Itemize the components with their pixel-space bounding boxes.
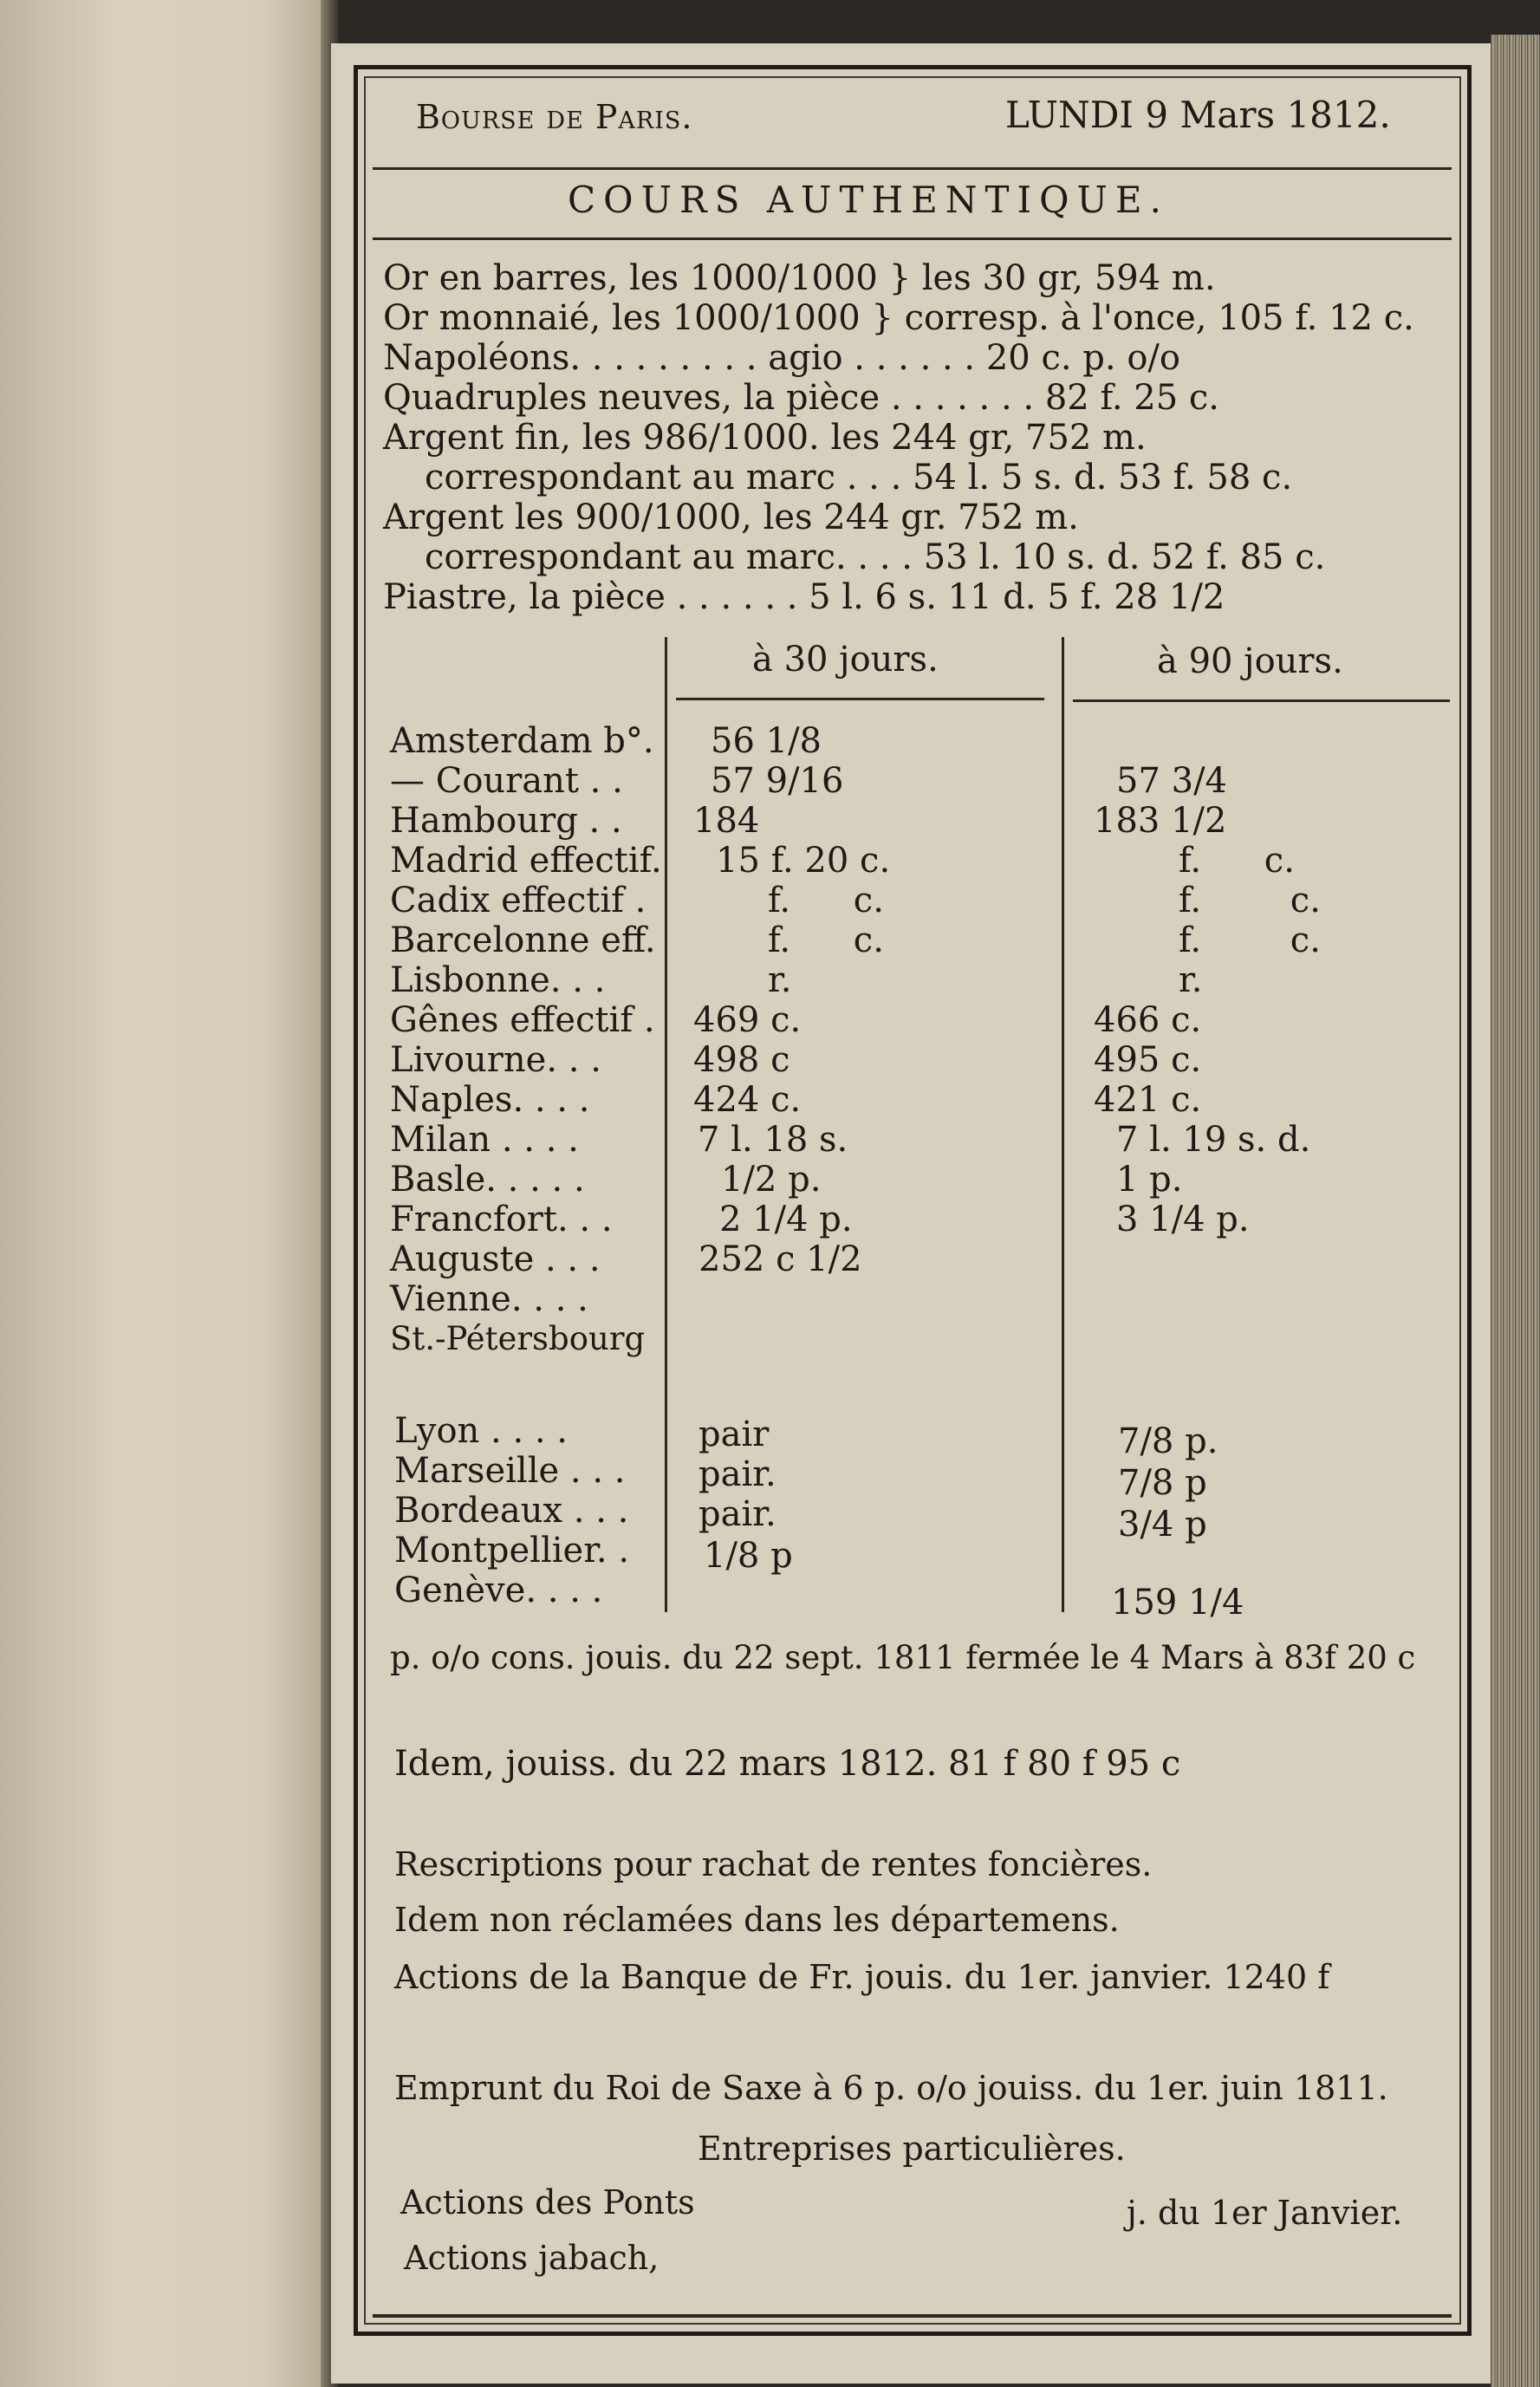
- header-left: Bourse de Paris.: [416, 98, 693, 136]
- metal-line: Piastre, la pièce . . . . . . 5 l. 6 s. 11 d. 5 f. 28 1/2: [383, 577, 1225, 617]
- ponts-jouissance: j. du 1er Janvier.: [1127, 2194, 1403, 2232]
- metal-line: Quadruples neuves, la pièce . . . . . . . 82 f. 25 c.: [383, 378, 1219, 418]
- rate-30: 1/2 p.: [721, 1160, 822, 1200]
- rate-30: f. c.: [768, 920, 884, 960]
- metal-line: correspondant au marc. . . . 53 l. 10 s. d. 52 f. 85 c.: [425, 537, 1326, 577]
- rate-30: 184: [693, 801, 760, 841]
- rate-90: 466 c.: [1094, 1000, 1202, 1040]
- place-name: Hambourg . .: [390, 801, 622, 841]
- place-name: Lisbonne. . .: [390, 960, 606, 1000]
- place-name: Amsterdam b°.: [390, 721, 654, 761]
- rate-30: 7 l. 18 s.: [698, 1120, 848, 1160]
- metal-line: Or en barres, les 1000/1000 } les 30 gr, 594 m.: [383, 258, 1216, 298]
- rentes-consolidees: p. o/o cons. jouis. du 22 sept. 1811 fermée le 4 Mars à 83f 20 c: [390, 1639, 1416, 1676]
- place-name: Francfort. . .: [390, 1200, 613, 1239]
- rate-90: 495 c.: [1094, 1040, 1202, 1080]
- rate-30: f. c.: [768, 881, 884, 920]
- rate-90: r.: [1179, 960, 1203, 1000]
- rate-30: 15 f. 20 c.: [716, 841, 891, 881]
- column-divider-90: [1062, 637, 1064, 1612]
- entreprises-title: Entreprises particulières.: [698, 2130, 1126, 2168]
- column-divider-30: [665, 637, 667, 1612]
- col-header-30: à 30 jours.: [752, 640, 939, 680]
- col-header-90: à 90 jours.: [1157, 641, 1343, 681]
- page-edges: [1491, 35, 1540, 2387]
- facing-blank-page: [0, 0, 328, 2387]
- rate-90: 3 1/4 p.: [1116, 1200, 1250, 1239]
- metal-line: Argent fin, les 986/1000. les 244 gr, 752 m.: [383, 418, 1147, 458]
- rate-30: 57 9/16: [711, 761, 844, 801]
- col-header-rule-90: [1073, 699, 1450, 702]
- place-name: Lyon . . . .: [394, 1411, 569, 1451]
- place-name: Naples. . . .: [390, 1080, 590, 1120]
- bottom-rule: [373, 2314, 1452, 2318]
- rate-30: 469 c.: [693, 1000, 802, 1040]
- rate-90: f. c.: [1179, 841, 1295, 881]
- metal-line: Or monnaié, les 1000/1000 } corresp. à l'once, 105 f. 12 c.: [383, 298, 1414, 338]
- rate-90: 7/8 p: [1118, 1463, 1207, 1503]
- metal-line: Napoléons. . . . . . . . . agio . . . . . . 20 c. p. o/o: [383, 338, 1180, 378]
- metal-line: Argent les 900/1000, les 244 gr. 752 m.: [383, 498, 1079, 537]
- page-title: COURS AUTHENTIQUE.: [568, 179, 1169, 221]
- place-name: Bordeaux . . .: [394, 1491, 629, 1531]
- rate-30: pair.: [699, 1494, 776, 1534]
- header-rule: [373, 167, 1452, 170]
- header-date: LUNDI 9 Mars 1812.: [1005, 94, 1391, 136]
- place-name: Madrid effectif.: [390, 841, 662, 881]
- place-name: Gênes effectif .: [390, 1000, 655, 1040]
- rate-90: 7 l. 19 s. d.: [1116, 1120, 1311, 1160]
- rate-30: 252 c 1/2: [699, 1239, 862, 1279]
- place-name: St.-Pétersbourg: [390, 1320, 646, 1357]
- rescriptions: Rescriptions pour rachat de rentes foncières.: [394, 1845, 1153, 1883]
- place-name: — Courant . .: [390, 761, 623, 801]
- rate-30: 56 1/8: [711, 721, 822, 761]
- rate-90: 3/4 p: [1118, 1505, 1207, 1545]
- title-rule: [373, 237, 1452, 240]
- rate-90: 7/8 p.: [1118, 1421, 1218, 1461]
- rate-30: r.: [768, 960, 792, 1000]
- rate-30: pair.: [699, 1454, 776, 1494]
- rate-30: 498 c: [693, 1040, 790, 1080]
- place-name: Vienne. . . .: [390, 1279, 588, 1319]
- place-name: Genève. . . .: [394, 1571, 603, 1610]
- place-name: Livourne. . .: [390, 1040, 601, 1080]
- place-name: Barcelonne eff.: [390, 920, 656, 960]
- actions-banque: Actions de la Banque de Fr. jouis. du 1er. janvier. 1240 f: [394, 1958, 1330, 1996]
- rate-30: pair: [699, 1415, 770, 1454]
- actions-jabach: Actions jabach,: [404, 2239, 660, 2277]
- rate-90: 183 1/2: [1094, 801, 1227, 841]
- rate-90: 1 p.: [1116, 1160, 1183, 1200]
- rate-30: 1/8 p: [704, 1536, 793, 1576]
- metal-line: correspondant au marc . . . 54 l. 5 s. d. 53 f. 58 c.: [425, 458, 1293, 498]
- rentes-idem: Idem, jouiss. du 22 mars 1812. 81 f 80 f 95 c: [394, 1744, 1181, 1784]
- place-name: Milan . . . .: [390, 1120, 579, 1160]
- rate-90: 159 1/4: [1111, 1583, 1244, 1623]
- rescriptions-idem: Idem non réclamées dans les départemens.: [394, 1901, 1120, 1939]
- rate-90: 57 3/4: [1116, 761, 1227, 801]
- rate-90: f. c.: [1179, 920, 1321, 960]
- rate-90: 421 c.: [1094, 1080, 1202, 1120]
- rate-90: f. c.: [1179, 881, 1321, 920]
- emprunt-saxe: Emprunt du Roi de Saxe à 6 p. o/o jouiss. du 1er. juin 1811.: [394, 2069, 1388, 2107]
- rate-30: 424 c.: [693, 1080, 802, 1120]
- actions-ponts: Actions des Ponts: [400, 2183, 695, 2221]
- place-name: Montpellier. .: [394, 1531, 630, 1571]
- col-header-rule-30: [676, 698, 1044, 700]
- place-name: Auguste . . .: [390, 1239, 601, 1279]
- place-name: Basle. . . . .: [390, 1160, 585, 1200]
- rate-30: 2 1/4 p.: [719, 1200, 853, 1239]
- place-name: Cadix effectif .: [390, 881, 647, 920]
- place-name: Marseille . . .: [394, 1451, 626, 1491]
